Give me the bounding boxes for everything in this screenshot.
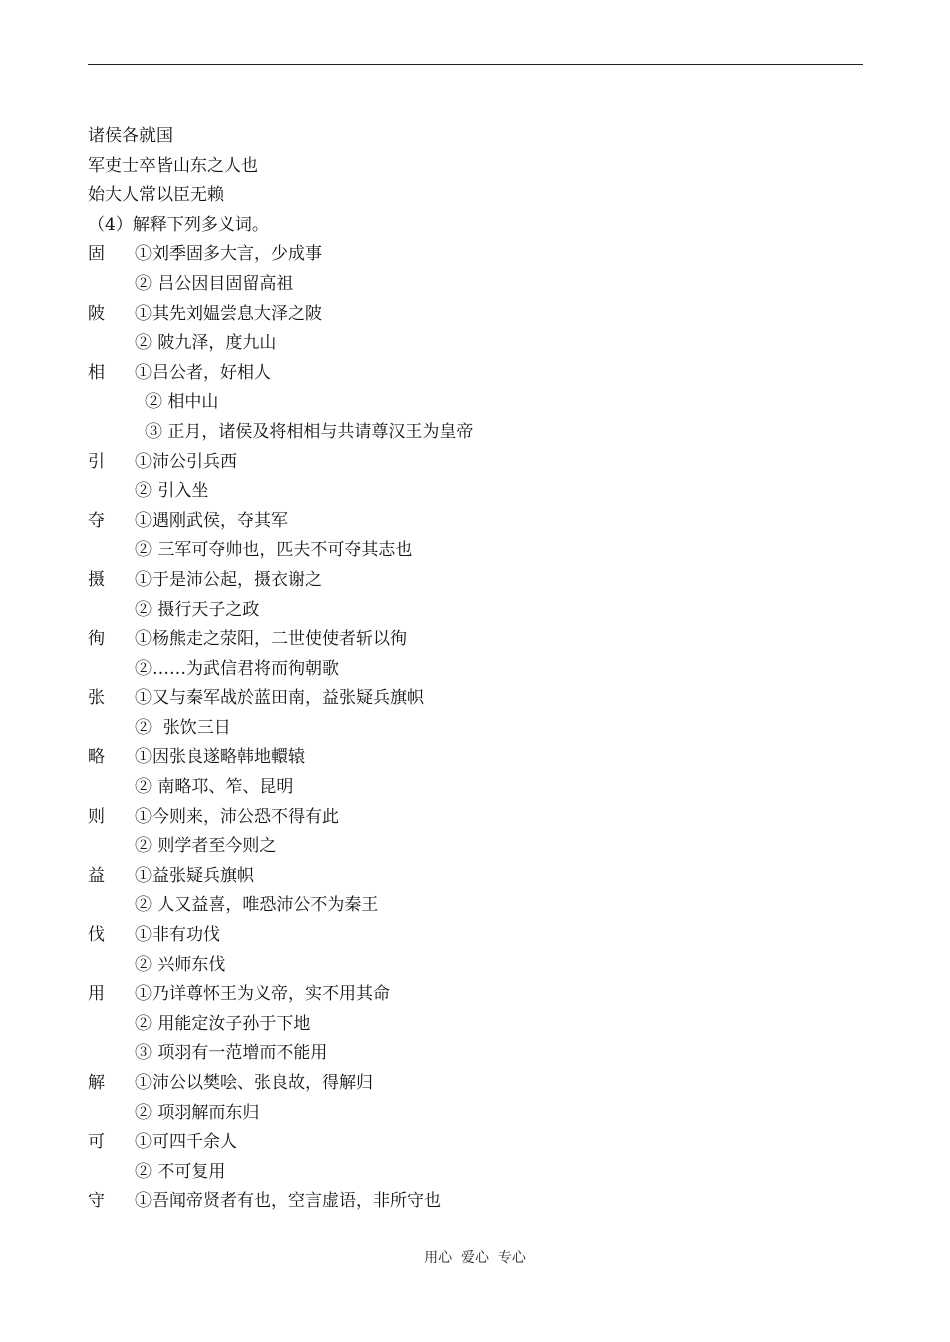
entry-definition: ①又与秦军战於蓝田南，益张疑兵旗帜 — [135, 688, 424, 709]
entry-line — [88, 270, 863, 300]
entry-line — [88, 951, 863, 981]
entry-line — [88, 1128, 863, 1158]
entry-line — [88, 507, 863, 537]
entry-definition: ② 相中山 — [145, 392, 219, 413]
entry-line — [88, 625, 863, 655]
entry-definition: ② 引入坐 — [135, 481, 209, 502]
entry-line — [88, 980, 863, 1010]
entry-line — [88, 1158, 863, 1188]
paragraph-text: 诸侯各就国 — [88, 126, 173, 146]
entry-definition: ①因张良遂略韩地轘辕 — [135, 747, 305, 768]
entry-line — [88, 743, 863, 773]
entry-line — [88, 1069, 863, 1099]
entry-term: 徇 — [88, 629, 105, 650]
entry-line — [88, 832, 863, 862]
entry-term: 益 — [88, 865, 105, 886]
entry-line — [88, 1010, 863, 1040]
text-line — [88, 152, 863, 182]
entry-definition: ② 人又益喜，唯恐沛公不为秦王 — [135, 895, 379, 916]
entry-definition: ①乃详尊怀王为义帝，实不用其命 — [135, 984, 390, 1005]
entry-definition: ② 南略邛、笮、昆明 — [135, 777, 294, 798]
entry-term: 固 — [88, 244, 105, 265]
entry-definition: ② 三军可夺帅也，匹夫不可夺其志也 — [135, 540, 413, 561]
text-line — [88, 181, 863, 211]
entry-term: 引 — [88, 451, 105, 472]
entry-definition: ①吾闻帝贤者有也，空言虚语，非所守也 — [135, 1191, 441, 1212]
entry-definition: ② 吕公因目固留高祖 — [135, 273, 294, 294]
entry-line — [88, 803, 863, 833]
entry-definition: ② 则学者至今则之 — [135, 836, 277, 857]
entry-line — [88, 773, 863, 803]
entry-line — [88, 714, 863, 744]
entry-term: 伐 — [88, 925, 105, 946]
entry-definition: ①非有功伐 — [135, 925, 220, 946]
entry-line — [88, 359, 863, 389]
entry-term: 解 — [88, 1073, 105, 1093]
entry-definition: ② 不可复用 — [135, 1161, 226, 1182]
entry-definition: ② 张饮三日 — [135, 717, 231, 738]
entry-term: 则 — [88, 806, 105, 827]
entry-definition: ② 项羽解而东归 — [135, 1102, 260, 1123]
header-rule — [88, 64, 863, 65]
entry-term: 相 — [88, 362, 105, 383]
entry-definition: ①沛公引兵西 — [135, 451, 237, 472]
paragraph-text: 军吏士卒皆山东之人也 — [88, 155, 258, 176]
section-heading-text: （4）解释下列多义词。 — [88, 214, 269, 235]
entry-line — [88, 1099, 863, 1129]
entry-definition: ①今则来，沛公恐不得有此 — [135, 806, 339, 827]
entry-definition: ①杨熊走之荥阳，二世使使者斩以徇 — [135, 629, 407, 650]
text-line — [88, 122, 863, 152]
entry-definition: ② 陂九泽，度九山 — [135, 333, 277, 354]
entry-term: 夺 — [88, 510, 105, 531]
entry-line — [88, 300, 863, 330]
entry-definition: ①益张疑兵旗帜 — [135, 865, 254, 886]
entry-line — [88, 477, 863, 507]
footer-text: 用心 爱心 专心 — [424, 1250, 526, 1266]
entry-definition: ①遇刚武侯，夺其军 — [135, 510, 288, 531]
entry-definition: ①可四千余人 — [135, 1132, 237, 1153]
entry-definition: ② 摄行天子之政 — [135, 599, 260, 620]
entry-line — [88, 418, 863, 448]
entry-definition: ② 兴师东伐 — [135, 954, 226, 975]
entry-line — [88, 448, 863, 478]
entry-term: 张 — [88, 688, 105, 709]
entry-term: 略 — [88, 747, 105, 768]
entry-definition: ②……为武信君将而徇朝歌 — [135, 658, 339, 679]
entry-term: 摄 — [88, 569, 105, 590]
entry-line — [88, 329, 863, 359]
paragraph-text: 始大人常以臣无赖 — [88, 185, 224, 206]
entry-line — [88, 1187, 863, 1217]
entry-definition: ①于是沛公起，摄衣谢之 — [135, 569, 322, 590]
entry-term: 陂 — [88, 303, 105, 324]
entry-definition: ② 用能定汝子孙于下地 — [135, 1013, 311, 1034]
entry-definition: ③ 项羽有一范增而不能用 — [135, 1043, 328, 1064]
entry-definition: ①沛公以樊哙、张良故，得解归 — [135, 1073, 373, 1093]
entry-definition: ①其先刘媪尝息大泽之陂 — [135, 303, 322, 324]
entry-line — [88, 240, 863, 270]
entry-line — [88, 921, 863, 951]
entry-line — [88, 862, 863, 892]
section-heading — [88, 211, 863, 241]
entry-line — [88, 388, 863, 418]
entry-line — [88, 536, 863, 566]
entry-line — [88, 684, 863, 714]
entry-term: 用 — [88, 984, 105, 1005]
entry-line — [88, 655, 863, 685]
entry-line — [88, 1039, 863, 1069]
entry-line — [88, 566, 863, 596]
page-footer — [0, 1247, 950, 1267]
document-body — [88, 122, 863, 1217]
entry-line — [88, 596, 863, 626]
entry-term: 守 — [88, 1191, 105, 1212]
entry-definition: ③ 正月，诸侯及将相相与共请尊汉王为皇帝 — [145, 421, 474, 442]
entry-term: 可 — [88, 1132, 105, 1153]
entry-definition: ①吕公者，好相人 — [135, 362, 271, 383]
entry-definition: ①刘季固多大言，少成事 — [135, 244, 322, 265]
entry-line — [88, 891, 863, 921]
